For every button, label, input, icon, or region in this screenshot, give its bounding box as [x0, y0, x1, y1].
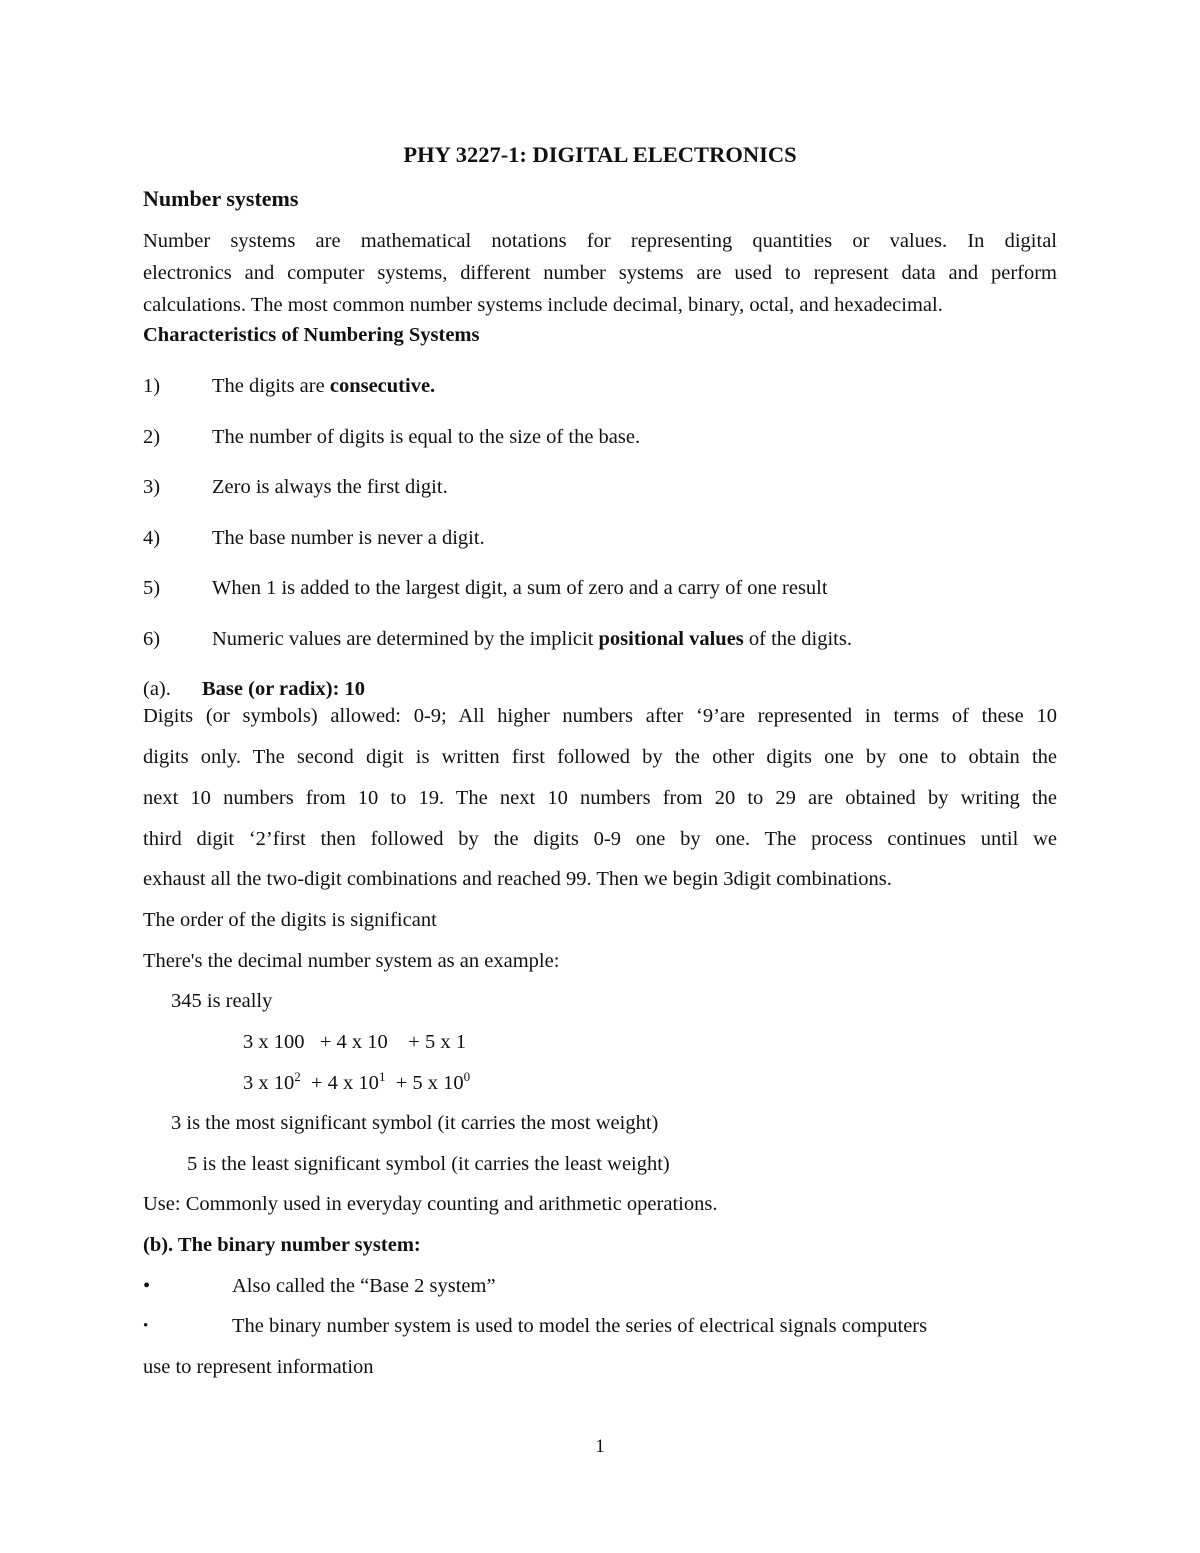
list-text-plain: The digits are: [212, 375, 330, 397]
list-text: [212, 374, 435, 398]
expansion-exponent: 2: [294, 1069, 301, 1084]
base-a-label: (a).: [143, 678, 171, 700]
list-number: 4): [143, 527, 161, 549]
intro-line-2: electronics and computer systems, different number systems are used to represent data and perform: [143, 262, 1057, 284]
expansion-exponent: 1: [378, 1069, 386, 1084]
list-text-plain: Numeric values are determined by the implicit: [212, 628, 599, 650]
list-text: Zero is always the first digit.: [212, 476, 448, 498]
expansion-line-2: [243, 1071, 470, 1095]
bullet-icon: •: [143, 1275, 151, 1297]
expansion-term: + 4 x 10: [300, 1072, 379, 1094]
base-a-line-4: third digit ‘2’first then followed by the digits 0-9 one by one. The process continues until we: [143, 828, 1057, 850]
list-text-bold: consecutive.: [329, 375, 436, 397]
list-text: When 1 is added to the largest digit, a sum of zero and a carry of one result: [212, 577, 828, 599]
characteristics-heading: Characteristics of Numbering Systems: [143, 324, 480, 346]
use-text: : Commonly used in everyday counting and arithmetic operations.: [174, 1193, 718, 1215]
intro-line-3: calculations. The most common number systems include decimal, binary, octal, and hexadecimal.: [143, 294, 943, 316]
list-text: [212, 627, 852, 651]
list-number: 5): [143, 577, 161, 599]
binary-continuation: use to represent information: [143, 1356, 374, 1378]
binary-heading: (b). The binary number system:: [143, 1234, 421, 1256]
list-number: 6): [143, 628, 161, 650]
base-a-line-1: Digits (or symbols) allowed: 0-9; All higher numbers after ‘9’are represented in terms of these 10: [143, 705, 1057, 727]
section-heading-number-systems: Number systems: [143, 186, 299, 211]
expansion-line-1: 3 x 100 + 4 x 10 + 5 x 1: [243, 1031, 466, 1053]
document-title: PHY 3227-1: DIGITAL ELECTRONICS: [403, 142, 797, 167]
base-a-line-5: exhaust all the two-digit combinations and reached 99. Then we begin 3digit combinations.: [143, 868, 892, 890]
use-line: [143, 1192, 717, 1216]
bullet-text: The binary number system is used to model the series of electrical signals computers: [232, 1315, 928, 1337]
most-significant-text: 3 is the most significant symbol (it carries the most weight): [171, 1112, 659, 1134]
least-significant-text: 5 is the least significant symbol (it carries the least weight): [187, 1153, 670, 1175]
page-number: 1: [595, 1436, 605, 1457]
list-number: 1): [143, 375, 161, 397]
base-a-line-3: next 10 numbers from 10 to 19. The next 10 numbers from 20 to 29 are obtained by writing the: [143, 787, 1057, 809]
use-label: Use: [143, 1193, 175, 1215]
expansion-term: 3 x 10: [243, 1072, 295, 1094]
order-significant-text: The order of the digits is significant: [143, 909, 437, 931]
expansion-term: + 5 x 10: [385, 1072, 464, 1094]
list-text: The base number is never a digit.: [212, 527, 485, 549]
list-text-bold: positional values: [598, 628, 744, 650]
example-345: 345 is really: [171, 990, 273, 1012]
bullet-icon: •: [143, 1318, 149, 1334]
list-text: The number of digits is equal to the size of the base.: [212, 426, 641, 448]
list-text-plain-after: of the digits.: [743, 628, 852, 650]
intro-line-1: Number systems are mathematical notations for representing quantities or values. In digital: [143, 230, 1057, 252]
list-number: 2): [143, 426, 161, 448]
base-a-heading: Base (or radix): 10: [202, 678, 366, 700]
bullet-text: Also called the “Base 2 system”: [232, 1275, 496, 1297]
expansion-exponent: 0: [463, 1069, 471, 1084]
decimal-example-intro: There's the decimal number system as an example:: [143, 950, 560, 972]
list-number: 3): [143, 476, 161, 498]
base-a-line-2: digits only. The second digit is written first followed by the other digits one by one to obtain the: [143, 746, 1057, 768]
